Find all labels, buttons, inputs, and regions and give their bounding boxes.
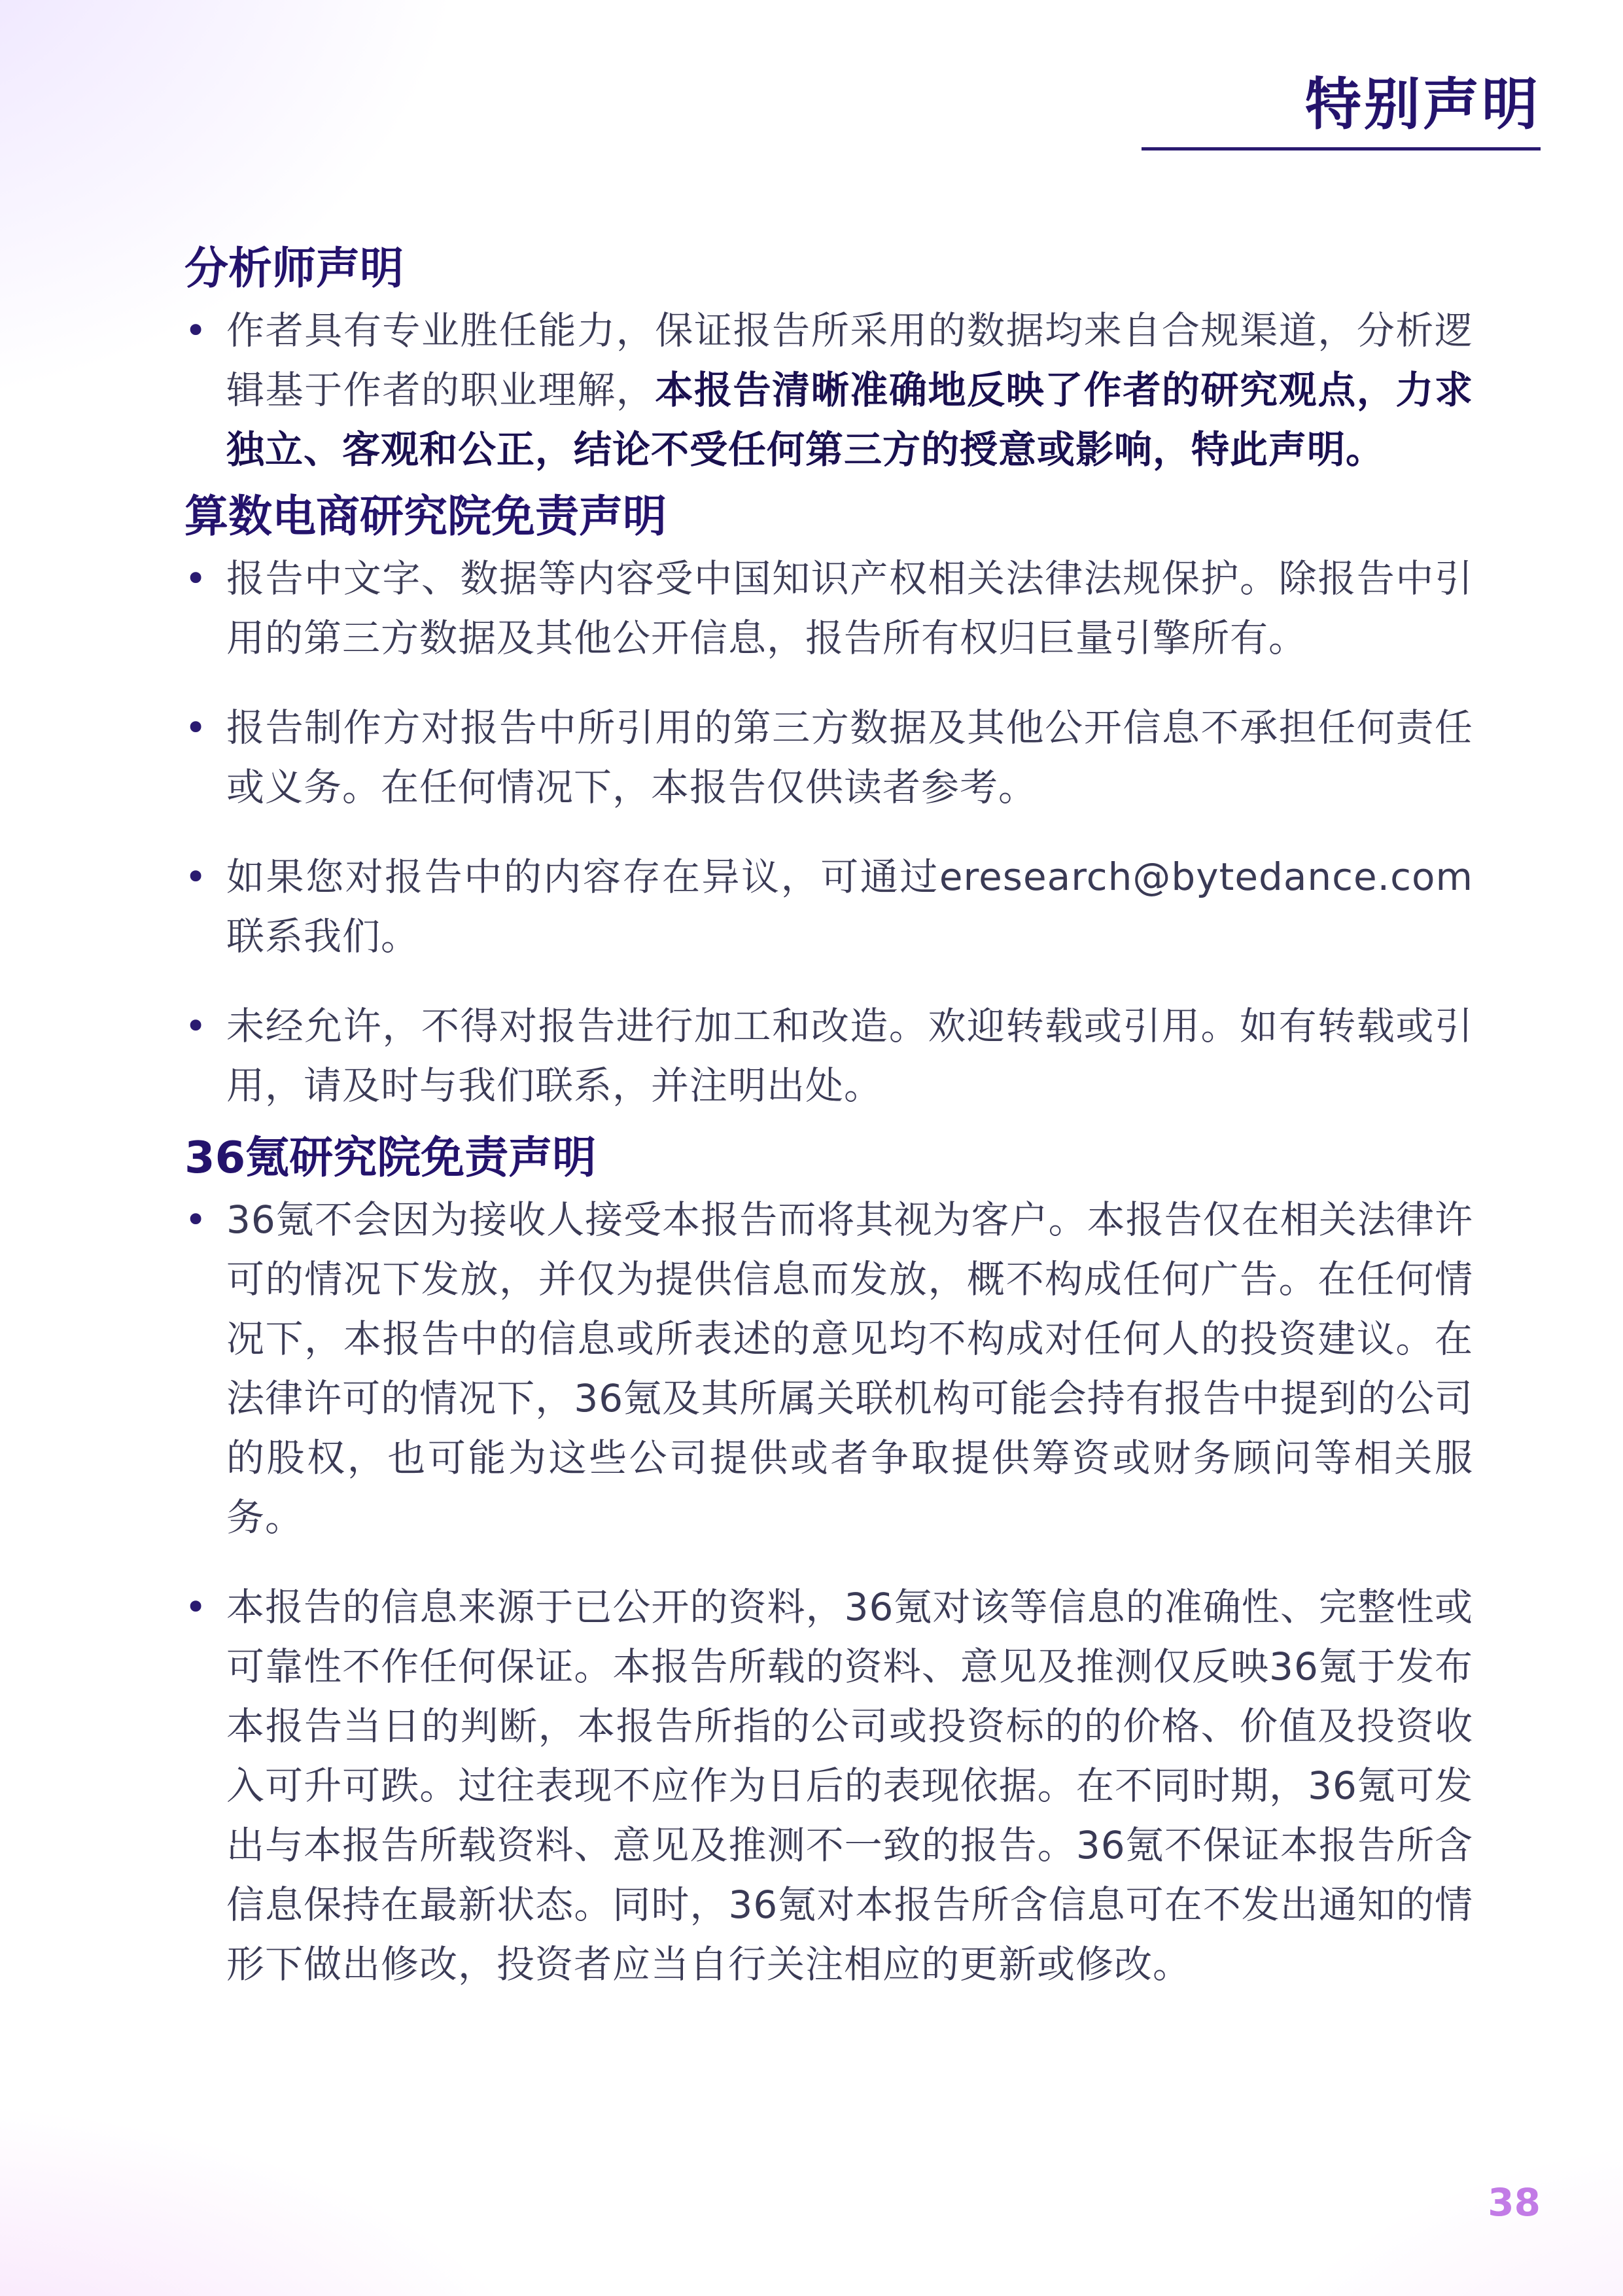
list-item	[184, 301, 1473, 480]
list-item	[184, 1578, 1473, 1994]
bullet-icon: •	[184, 1004, 208, 1048]
list-item	[184, 847, 1473, 966]
analyst-statement-text: 作者具有专业胜任能力，保证报告所采用的数据均来自合规渠道，分析逻辑基于作者的职业理解，	[226, 308, 1473, 412]
list-item	[184, 549, 1473, 668]
suanshu-disclaimer-list	[184, 549, 1473, 1116]
analyst-statement-emphasis: 本报告清晰准确地反映了作者的研究观点，力求独立、客观和公正，结论不受任何第三方的授意或影响，特此声明。	[226, 368, 1473, 472]
analyst-statement-list	[184, 301, 1473, 480]
36kr-disclaimer-section	[184, 1125, 1473, 1994]
suanshu-disclaimer-section	[184, 484, 1473, 1116]
bullet-icon: •	[184, 556, 208, 601]
list-item-text: 如果您对报告中的内容存在异议，可通过eresearch@bytedance.com联系我们。	[226, 855, 1473, 959]
list-item	[184, 1190, 1473, 1547]
list-item-text: 36氪不会因为接收人接受本报告而将其视为客户。本报告仅在相关法律许可的情况下发放，并仅为提供信息而发放，概不构成任何广告。在任何情况下，本报告中的信息或所表述的意见均不构成对任何人的投资建议。在法律许可的情况下，36氪及其所属关联机构可能会持有报告中提到的公司的股权，也可能为这些公司提供或者争取提供筹资或财务顾问等相关服务。	[226, 1197, 1473, 1540]
page-header	[1142, 62, 1541, 150]
bullet-icon: •	[184, 855, 208, 899]
bullet-icon: •	[184, 705, 208, 750]
title-underline	[1142, 147, 1541, 150]
section-heading-36kr: 36氪研究院免责声明	[184, 1132, 597, 1183]
page-title: 特别声明	[1305, 72, 1541, 137]
list-item	[184, 698, 1473, 817]
list-item-text: 报告制作方对报告中所引用的第三方数据及其他公开信息不承担任何责任或义务。在任何情况下，本报告仅供读者参考。	[226, 705, 1473, 809]
36kr-disclaimer-list	[184, 1190, 1473, 1994]
analyst-statement-section	[184, 236, 1473, 480]
list-item-text: 报告中文字、数据等内容受中国知识产权相关法律法规保护。除报告中引用的第三方数据及其他公开信息，报告所有权归巨量引擎所有。	[226, 556, 1473, 660]
section-heading-suanshu: 算数电商研究院免责声明	[184, 491, 667, 542]
bullet-icon: •	[184, 308, 208, 353]
bullet-icon: •	[184, 1585, 208, 1629]
bullet-icon: •	[184, 1197, 208, 1242]
list-item	[184, 997, 1473, 1116]
page-content	[184, 236, 1473, 1994]
list-item-text: 本报告的信息来源于已公开的资料，36氪对该等信息的准确性、完整性或可靠性不作任何保证。本报告所载的资料、意见及推测仅反映36氪于发布本报告当日的判断，本报告所指的公司或投资标的的价格、价值及投资收入可升可跌。过往表现不应作为日后的表现依据。在不同时期，36氪可发出与本报告所载资料、意见及推测不一致的报告。36氪不保证本报告所含信息保持在最新状态。同时，36氪对本报告所含信息可在不发出通知的情形下做出修改，投资者应当自行关注相应的更新或修改。	[226, 1585, 1473, 1987]
section-heading-analyst: 分析师声明	[184, 243, 404, 294]
page-number: 38	[1488, 2180, 1541, 2225]
list-item-text: 未经允许，不得对报告进行加工和改造。欢迎转载或引用。如有转载或引用，请及时与我们联系，并注明出处。	[226, 1004, 1473, 1108]
